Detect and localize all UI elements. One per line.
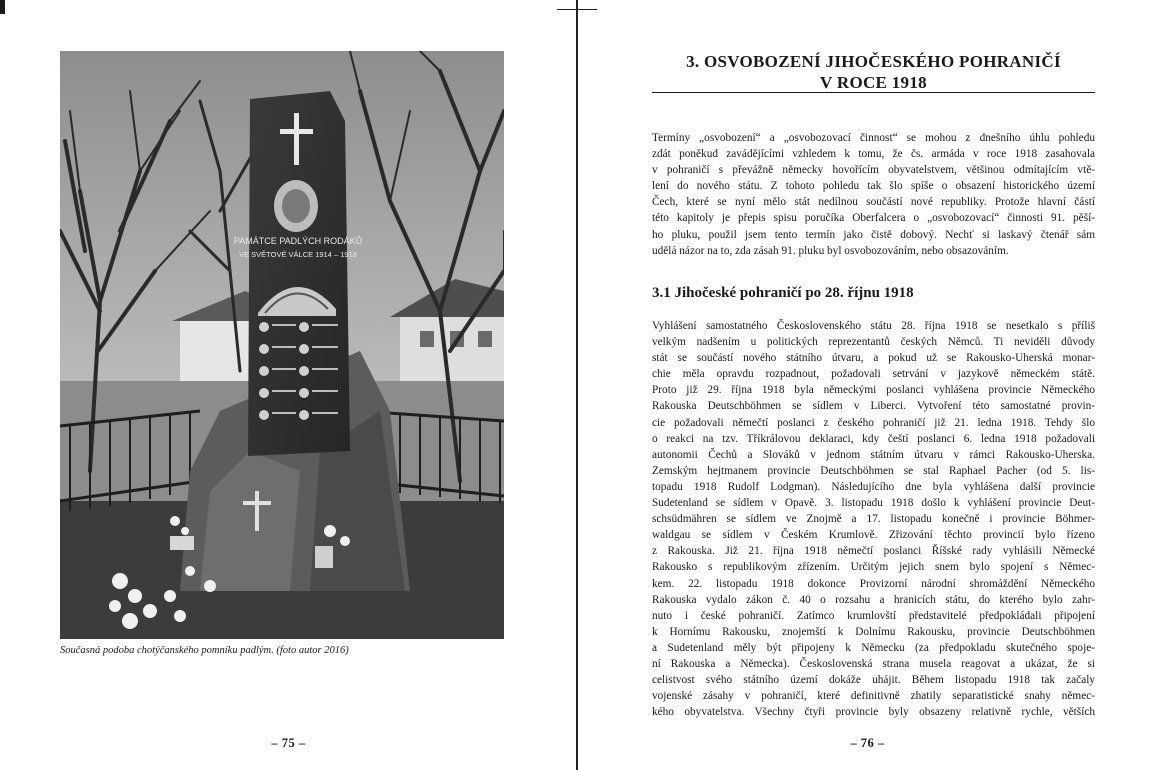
text-line: velkým nadšením u politických reprezentantů českých Němců. Ti neviděli důvody (652, 336, 1095, 349)
text-line: Vyhlášení samostatného Československého státu 28. října 1918 se nesetkalo s příliš (652, 320, 1095, 332)
text-line: kého obyvatelstva. Všechny čtyři provincie byly obsazeny relativně rychle, větších (652, 706, 1095, 719)
text-line: celistvost svého státního území dokáže uhájit. Během listopadu 1918 tak začaly (652, 674, 1095, 687)
text-line: vojenské zásahy v pohraničí, které definitivně zhatily separatistické snahy němec- (652, 690, 1095, 703)
body-paragraph (652, 318, 1095, 720)
text-line: schsüdmähren se sídlem ve Znojmě a 17. listopadu konečně i provincie Böhmer- (652, 513, 1095, 526)
text-line: Proto již 29. října 1918 byla německými poslanci vyhlášena provincie Německého (652, 384, 1095, 397)
chapter-title-line-2: V ROCE 1918 (820, 73, 927, 92)
text-line: chie měla opravdu rozpadnout, požadovali setrvání v jazykově německém státě. (652, 368, 1095, 381)
text-line: Rakousko s republikovým zřízením. Určitým jejich snem bylo spojení s Němec- (652, 561, 1095, 574)
text-line: z Rakouska. Již 21. října 1918 němečtí poslanci Říšské rady vyhlásili Německé (652, 545, 1095, 558)
memorial-photo (60, 51, 504, 639)
intro-paragraph (652, 130, 1095, 259)
text-line: udělá názor na to, zda zásah 91. pluku byl osvobozováním, nebo obsazováním. (652, 244, 1009, 257)
right-page (579, 0, 1156, 770)
text-line: Čech, které se nyní mělo stát nedílnou součástí nové republiky. Protože hlavní částí (652, 196, 1095, 209)
chapter-title-line-1: 3. OSVOBOZENÍ JIHOČESKÉHO POHRANIČÍ (686, 52, 1061, 71)
page-number-right: – 76 – (850, 736, 885, 750)
text-line: waldgau se sídlem v Českém Krumlově. Zřizování těchto provincií bylo řízeno (652, 529, 1095, 542)
text-line: Zemským hejtmanem provincie Deutschböhmen se stal Raphael Pacher (od 5. lis- (652, 464, 1095, 477)
text-line: zdát poněkud zavádějícími vzhledem k tomu, že čs. armáda v roce 1918 zasahovala (652, 148, 1095, 161)
page-number-left: – 75 – (271, 736, 306, 750)
text-line: ní Rakouska a Německa). Československá strana musela reagovat a ukázat, že si (652, 657, 1095, 670)
text-line: o reakci na tzv. Tříkrálovou deklaraci, kdy čeští poslanci 6. ledna 1918 požadovali (652, 432, 1095, 445)
title-rule (652, 92, 1095, 93)
section-heading: 3.1 Jihočeské pohraničí po 28. říjnu 1918 (652, 285, 914, 301)
text-line: cie požadovali němečtí poslanci z českého pohraničí již 21. ledna 1918. Tehdy šlo (652, 416, 1095, 429)
text-line: stát se součástí nového státního útvaru, a pokud už se Rakousko-Uherská monar- (652, 352, 1095, 365)
chapter-title (652, 51, 1095, 93)
text-line: nuto i české pohraničí. Zatímco krumlovští představitelé předpokládali připojení (652, 609, 1095, 622)
left-page (0, 0, 577, 770)
photo-caption: Současná podoba chotýčanského pomníku padlým. (foto autor 2016) (60, 645, 349, 656)
text-line: kem. 22. listopadu 1918 dokonce Provizorní národní shromáždění Německého (652, 577, 1095, 590)
text-line: ho pluku, použil jsem tento termín jako čistě dobový. Nechť si laskavý čtenář sám (652, 228, 1095, 241)
inscription-line-1: PAMÁTCE PADLÝCH RODÁKŮ (233, 236, 363, 246)
text-line: této kapitoly je přepis spisu poručíka Oberfalcera o „osvobozovací“ činnosti 91. pěší- (652, 212, 1095, 225)
text-line: a Sudetenland měly být připojeny k Německu (za předpokladu skutečného spoje- (652, 641, 1095, 654)
text-line: lení do nového státu. Z tohoto pohledu tak šlo spíše o obsazení historického území (652, 180, 1095, 193)
text-line: topadu 1918 Rudolf Lodgman). Následujícího dne byla vyhlášena další provincie (652, 480, 1095, 493)
text-line: Termíny „osvobození“ a „osvobozovací činnost“ se mohou z dnešního úhlu pohledu (652, 132, 1095, 144)
inscription-line-2: VE SVĚTOVÉ VÁLCE 1914 – 1918 (239, 250, 357, 259)
text-line: k Hornímu Rakousku, znojemští k Dolnímu Rakousku, provincie Deutschböhmen (652, 625, 1095, 638)
text-line: Rakouska vydalo zákon č. 40 o rozsahu a hranicích státu, do kterého bylo zahr- (652, 593, 1095, 606)
text-line: autonomii Čechů a Slováků v jednom státním útvaru v rámci Rakousko-Uherska. (652, 448, 1095, 461)
text-line: Rakouska Deutschböhmen se sídlem v Liberci. Vytvoření této samostatné provin- (652, 400, 1095, 413)
text-line: v pohraničí s převážně německy hovořícím obyvatelstvem, většinou odmítajícím vtě- (652, 164, 1095, 177)
text-line: Sudetenland se sídlem v Opavě. 3. listopadu 1918 došlo k vyhlášení provincie Deut- (652, 497, 1095, 510)
